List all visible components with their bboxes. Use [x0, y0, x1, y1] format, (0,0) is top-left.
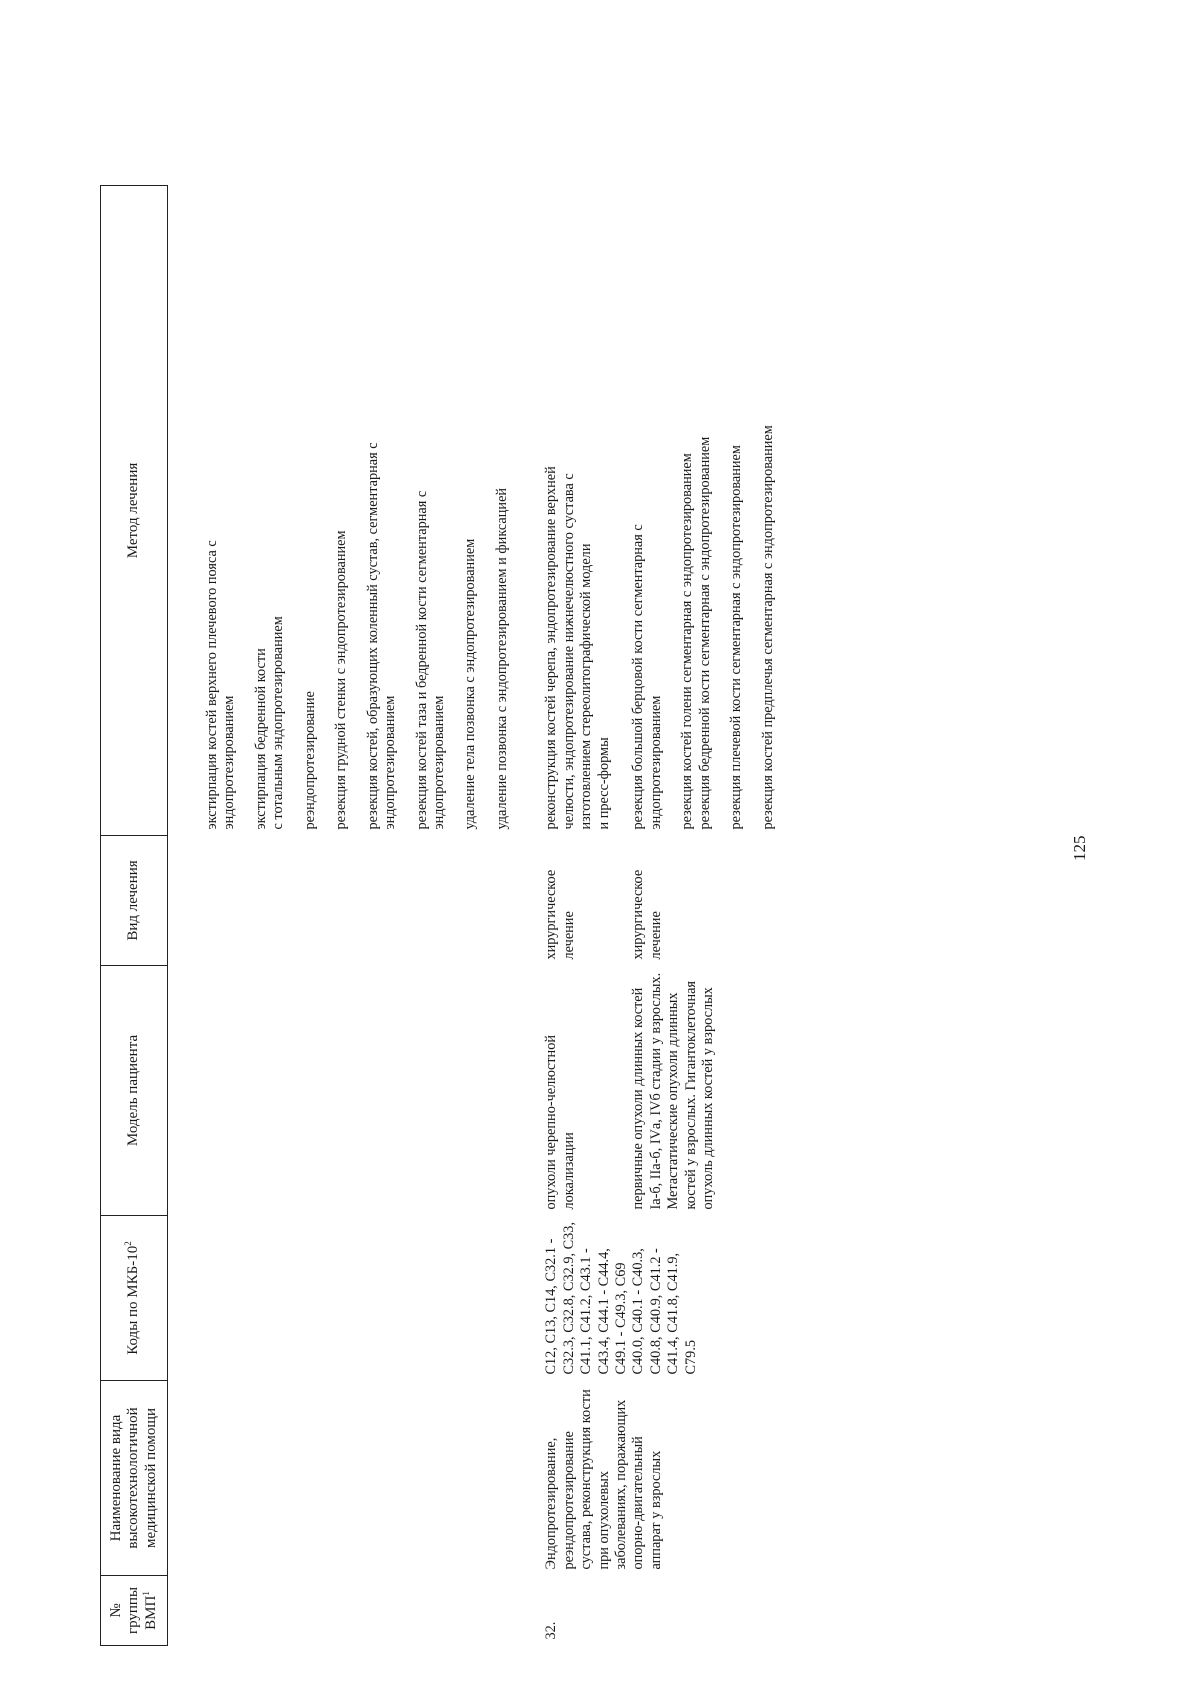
method-line: удаление тела позвонка с эндопротезированием: [462, 538, 479, 830]
method-line: эндопротезированием: [382, 695, 399, 830]
group-name: Эндопротезирование, реэндопротезирование сустава, реконструкция кости при опухолевых заболеваниях, поражающих опорно-двигательный аппарат у взрослых: [543, 1389, 664, 1570]
header-treatment-method: Метод лечения: [101, 186, 168, 836]
method-item: [333, 192, 350, 830]
continuation-row: [168, 186, 526, 1646]
treatment-methods-cell: [630, 186, 791, 836]
method-line: резекция грудной стенки с эндопротезированием: [333, 530, 350, 830]
method-line: с тотальным эндопротезированием: [270, 616, 287, 830]
method-item: [543, 192, 613, 830]
treatment-type-cell: хирургическое лечение: [630, 869, 664, 960]
method-line: резекция костей, образующих коленный сустав, сегментарная с: [364, 442, 381, 830]
method-line: резекция плечевой кости сегментарная с эндопротезированием: [728, 445, 745, 830]
method-item: [365, 192, 400, 830]
method-item: [679, 192, 714, 830]
patient-model-cell: первичные опухоли длинных костей Iа-б, IIа-б, IVа, IVб стадии у взрослых. Метастатические опухоли длинных костей у взрослых. Гигантоклеточная опухоль длинных костей у взрослых: [630, 972, 717, 1210]
vmp-table: [100, 185, 791, 1646]
continuation-methods: [168, 186, 526, 836]
method-line: экстирпация бедренной кости: [252, 648, 269, 830]
treatment-type-cell: хирургическое лечение: [543, 869, 577, 960]
method-line: эндопротезированием: [221, 695, 238, 830]
method-item: [494, 192, 511, 830]
method-item: [204, 192, 239, 830]
patient-model-cell: опухоли черепно-челюстной локализации: [543, 1034, 577, 1210]
method-line: удаление позвонка с эндопротезированием и фиксацией: [493, 487, 510, 830]
method-item: [414, 192, 449, 830]
header-patient-model: Модель пациента: [101, 966, 168, 1216]
method-line: экстирпация костей верхнего плечевого пояса с: [204, 540, 220, 830]
table-row-group-32: [525, 186, 630, 1646]
header-group-number: № группы ВМП$^1$: [101, 1576, 168, 1646]
method-item: [253, 192, 288, 830]
method-item: [630, 192, 665, 830]
method-line: и пресс-формы: [595, 737, 612, 830]
method-line: резекция бедренной кости сегментарная с эндопротезированием: [696, 436, 713, 830]
method-line: челюсти, эндопротезирование нижнечелюстного сустава с: [560, 473, 577, 830]
method-line: эндопротезированием: [647, 695, 664, 830]
header-codes: Коды по МКБ-$10^2$: [101, 1216, 168, 1381]
treatment-methods-cell: [525, 186, 630, 836]
header-name: Наименование вида высокотехнологичной медицинской помощи: [101, 1381, 168, 1576]
method-item: [302, 192, 319, 830]
method-line: изготовлением стереолитографической модели: [578, 543, 595, 830]
header-treatment-type: Вид лечения: [101, 836, 168, 966]
page-number: 125: [1070, 835, 1089, 861]
method-line: эндопротезированием: [430, 695, 447, 830]
method-item: [760, 192, 777, 830]
codes-cell: C40.0, C40.1 - C40.3, C40.8, C40.9, C41.2 - C41.4, C41.8, C41.9, C79.5: [630, 1248, 699, 1375]
method-line: резекция большой берцовой кости сегментарная с: [630, 524, 647, 830]
table-header-row: [101, 186, 168, 1646]
method-item: [728, 192, 745, 830]
group-number: 32.: [543, 1621, 560, 1640]
method-item: [462, 192, 479, 830]
method-line: резекция костей предплечья сегментарная с эндопротезированием: [759, 425, 776, 830]
method-line: реэндопротезирование: [301, 691, 318, 830]
codes-cell: C12, C13, C14, C32.1 - C32.3, C32.8, C32.9, C33, C41.1, C41.2, C43.1 - C43.4, C44.1 - C44.4, C49.1 - C49.3, C69: [543, 1221, 629, 1375]
method-line: реконструкция костей черепа, эндопротезирование верхней: [543, 466, 560, 830]
method-line: резекция костей голени сегментарная с эндопротезированием: [679, 453, 696, 830]
method-line: резекция костей таза и бедренной кости сегментарная с: [413, 490, 430, 830]
